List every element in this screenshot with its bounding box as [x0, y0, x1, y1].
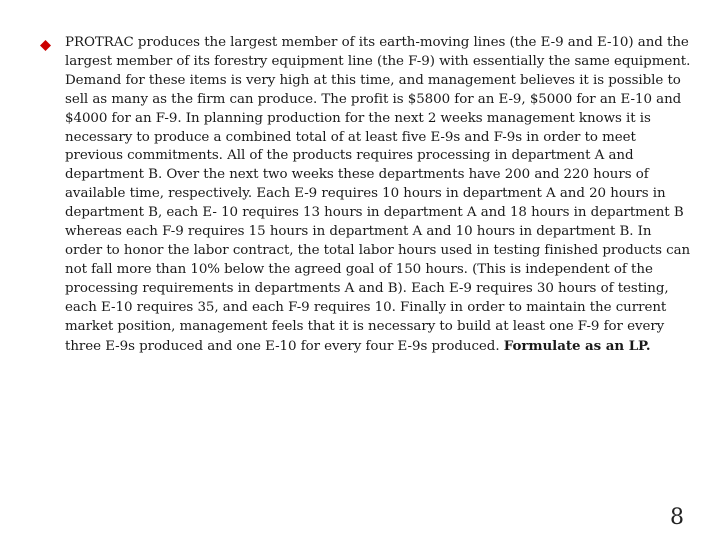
page-number: 8: [670, 505, 684, 530]
problem-text: PROTRAC produces the largest member of its earth-moving lines (the E-9 and E-10) and the largest member of its forestry equipment line (the F-9) with essentially the same equipment. Demand for these items is very high at this time, and management believes it is possible to sell as many as the firm can produce. The profit is $5800 for an E-9, $5000 for an E-10 and $4000 for an F-9. In planning production for the next 2 weeks management knows it is necessary to produce a combined total of at least five E-9s and F-9s in order to meet previous commitments. All of the products requires processing in department A and department B. Over the next two weeks these departments have 200 and 220 hours of available time, respectively. Each E-9 requires 10 hours in department A and 20 hours in department B, each E- 10 requires 13 hours in department A and 18 hours in department B whereas each F-9 requires 15 hours in department A and 10 hours in department B. In order to honor the labor contract, the total labor hours used in testing finished products can not fall more than 10% below the agreed goal of 150 hours. (This is independent of the processing requirements in departments A and B). Each E-9 requires 30 hours of testing, each E-10 requires 35, and each F-9 requires 10. Finally in order to maintain the current market position, management feels that it is necessary to build at least one F-9 for every three E-9s produced and one E-10 for every four E-9s produced.: [65, 35, 691, 354]
formulate-instruction: Formulate as an LP.: [503, 337, 651, 354]
problem-statement: [65, 34, 692, 356]
diamond-bullet-icon: [40, 40, 51, 51]
bullet-item: [40, 34, 692, 356]
